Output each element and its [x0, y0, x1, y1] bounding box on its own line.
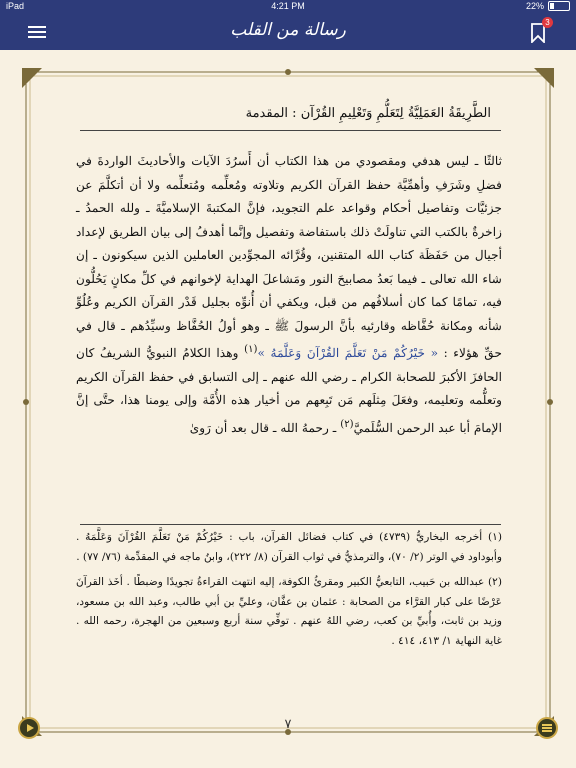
footnote-divider [80, 524, 501, 525]
play-icon [27, 724, 34, 732]
nav-bar [0, 14, 576, 50]
chapter-header: الطَّرِيقَةُ العَمَلِيَّةُ لِتَعَلُّمِ وَتَعْلِيمِ القُرْآن : المقدمة [245, 106, 491, 121]
list-icon [542, 724, 552, 726]
page-body [76, 150, 502, 440]
battery-percent: 22% [525, 1, 544, 11]
app-title: رسالة من القلب [230, 20, 346, 40]
body-text-continued: وهذا الكلامُ النبويُّ الشريفُ كان الحافزَ الأكبرَ للصحابة الكرام ـ رضي الله عنهم ـ إلى التسابق في حفظ القرآن الكريم وتعلُّمه وتعليمه، وفعَلَ مِثلَهم مَن تَبِعهم من أخيار هذه الأُمَّة وإلى يومنا هذا، حتَّى إنَّ الإمامَ أبا عبد الرحمن السُّلَميَّ [76, 346, 502, 435]
footnote-ref-2[interactable]: (٢) [340, 418, 354, 430]
header-divider [80, 130, 501, 131]
battery-indicator [526, 1, 570, 11]
hadith-quote: « خَيْرُكُمْ مَنْ تَعَلَّمَ القُرْآنَ وَعَلَّمَهُ » [257, 346, 439, 361]
clock: 4:21 PM [271, 1, 305, 11]
device-label: iPad [6, 1, 25, 11]
body-text-end: ـ رحمهُ الله ـ قال بعد أن رَوىٰ [189, 420, 337, 435]
footnote-ref-1[interactable]: (١) [244, 344, 258, 355]
status-bar [0, 0, 576, 14]
footnotes [76, 528, 502, 657]
footnote-1: (١) أخرجه البخاريُّ (٤٧٣٩) في كتاب فضائل القرآن، باب : خَيْرُكُمْ مَنْ تَعَلَّمَ القُرْآنَ وَعَلَّمَهُ . وأبوداود في الوتر (٢/ ٧٠)، والترمذيُّ في ثواب القرآن (٨/ ٢٢٢)، وابنُ ماجه في المقدِّمة (٧٦/ ٧٧) . [76, 531, 502, 563]
book-page [20, 66, 556, 738]
footnote-2: (٢) عبدالله بن حَبيب، التابعيُّ الكبير ومقرئُ الكوفة، إليه انتهت القراءةُ تجويدًا وضبطًا . أخَذ القرآنَ عَرْضًا على كبار القرَّاء من الصحابة : عثمان بن عفَّان، وعليِّ بن أبي طالب، وعبد الله بن مسعود، وزيد بن ثابت، وأُبيِّ بن كعب، رضي اللهُ عنهم . توفِّي سنة أربع وسبعين من الهجرة، رحمه الله . غاية النهاية ١/ ٤١٣، ٤١٤ . [76, 576, 502, 647]
contents-list-button[interactable] [536, 717, 558, 739]
bookmark-button[interactable] [530, 18, 550, 43]
page-number: ٧ [284, 717, 292, 732]
play-audio-button[interactable] [18, 717, 40, 739]
body-text: ثالثًا ـ ليس هدفي ومقصودي من هذا الكتاب أن أَسرُدَ الآيات والأحاديثَ الواردةَ في فضلِ وشَرَفِ وأهمِّيَّة حفظ القرآن الكريم وتلاوته ومُعلِّمه ومُتعلِّمه ولا أن أتكلَّمَ عن جزئيَّات وتفاصيل أحكام وقواعد علم التجويد، فإنَّ المكتبةَ الإسلاميَّةَ ـ ولله الحمدُ ـ زاخرةٌ بالكتب التي تناولَتْ ذلك باستفاضة وتفصيل وإنَّما أهدفُ إلى بيان الطريق لإعداد أجيال من حَفَظَة كتاب الله المتقنين، وقُرَّائه المجوِّدين العاملين الذين سيكونون ـ إن شاء الله تعالى ـ فيما بَعدُ مصابيحَ النور ومَشاعلَ الهداية لإخوانهم في كلِّ مكانٍ يَحُلُّون فيه، تمامًا كما كان أسلافُهم من قبل، ويكفي أن أُنوِّه بجليل قَدْر القرآن الكريم وعُلُوِّ شأنه ومكانة حُفَّاظه وقارئيه بأنَّ الرسولَ ﷺ ـ وهو أولُ الحُفَّاظ وسيِّدُهم ـ قال في حقِّ هؤلاء : [76, 154, 502, 361]
bookmark-count-badge: 3 [542, 17, 553, 28]
battery-icon [548, 1, 570, 11]
body-paragraph [76, 150, 502, 440]
